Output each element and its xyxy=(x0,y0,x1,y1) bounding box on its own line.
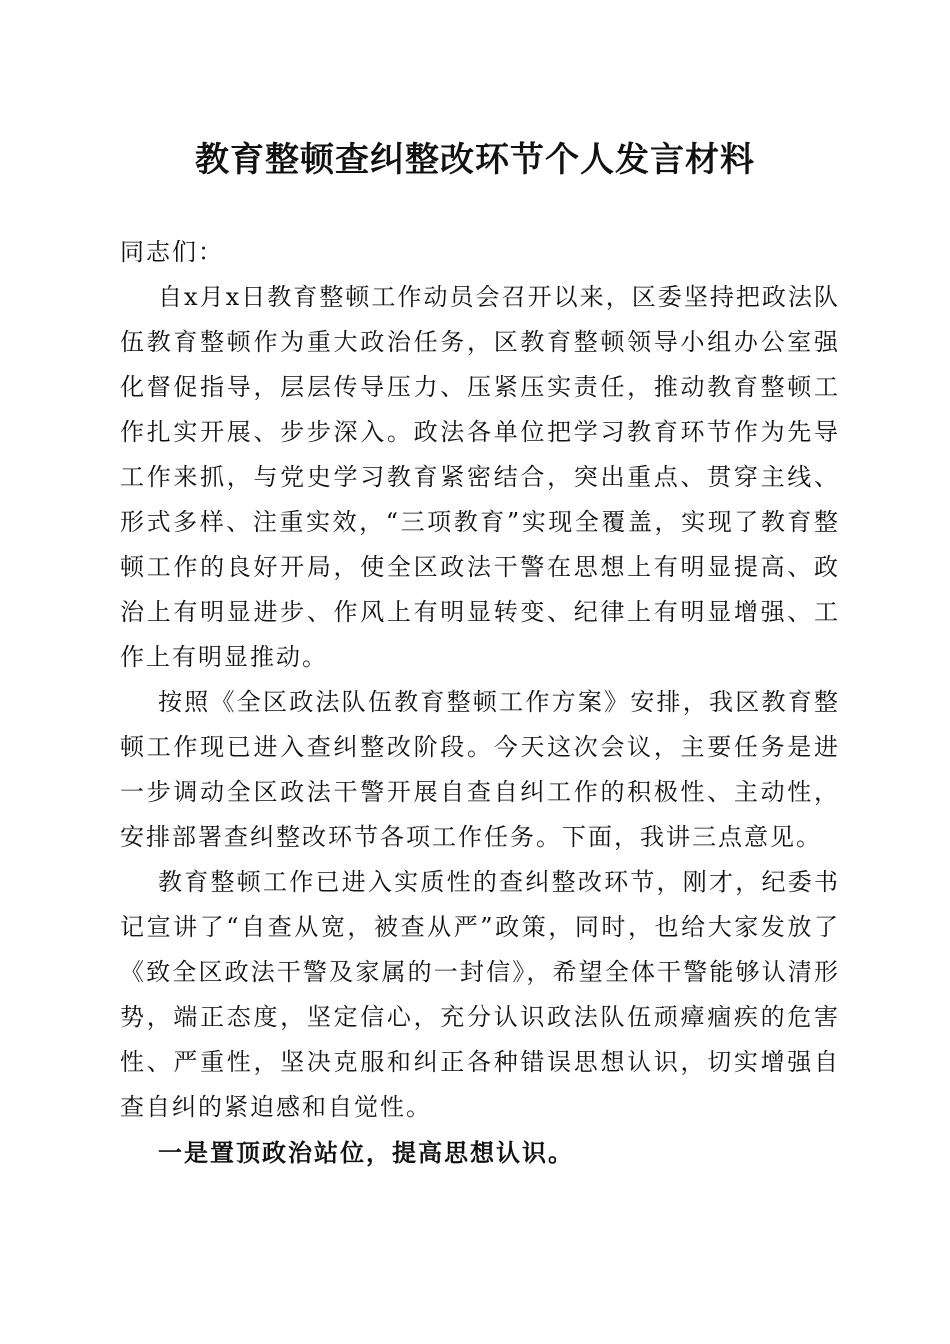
paragraph-1: 自x月x日教育整顿工作动员会召开以来，区委坚持把政法队伍教育整顿作为重大政治任务，区教育整顿领导小组办公室强化督促指导，层层传导压力、压紧压实责任，推动教育整顿工作扎实开展、步步深入。政法各单位把学习教育环节作为先导工作来抓，与党史学习教育紧密结合，突出重点、贯穿主线、形式多样、注重实效，“三项教育”实现全覆盖，实现了教育整顿工作的良好开局，使全区政法干警在思想上有明显提高、政治上有明显进步、作风上有明显转变、纪律上有明显增强、工作上有明显推动。 xyxy=(120,283,840,671)
document-title: 教育整顿查纠整改环节个人发言材料 xyxy=(195,140,755,180)
salutation: 同志们： xyxy=(120,238,224,266)
paragraph-3: 教育整顿工作已进入实质性的查纠整改环节，刚才，纪委书记宣讲了“自查从宽，被查从严”政策，同时，也给大家发放了《致全区政法干警及家属的一封信》，希望全体干警能够认清形势，端正态度，坚定信心，充分认识政法队伍顽瘴痼疾的危害性、严重性，坚决克服和纠正各种错误思想认识，切实增强自查自纠的紧迫感和自觉性。 xyxy=(120,868,840,1121)
document-body xyxy=(120,230,840,1175)
section-heading: 一是置顶政治站位，提高思想认识。 xyxy=(158,1138,574,1167)
paragraph-2: 按照《全区政法队伍教育整顿工作方案》安排，我区教育整顿工作现已进入查纠整改阶段。今天这次会议，主要任务是进一步调动全区政法干警开展自查自纠工作的积极性、主动性，安排部署查纠整改环节各项工作任务。下面，我讲三点意见。 xyxy=(120,688,840,851)
